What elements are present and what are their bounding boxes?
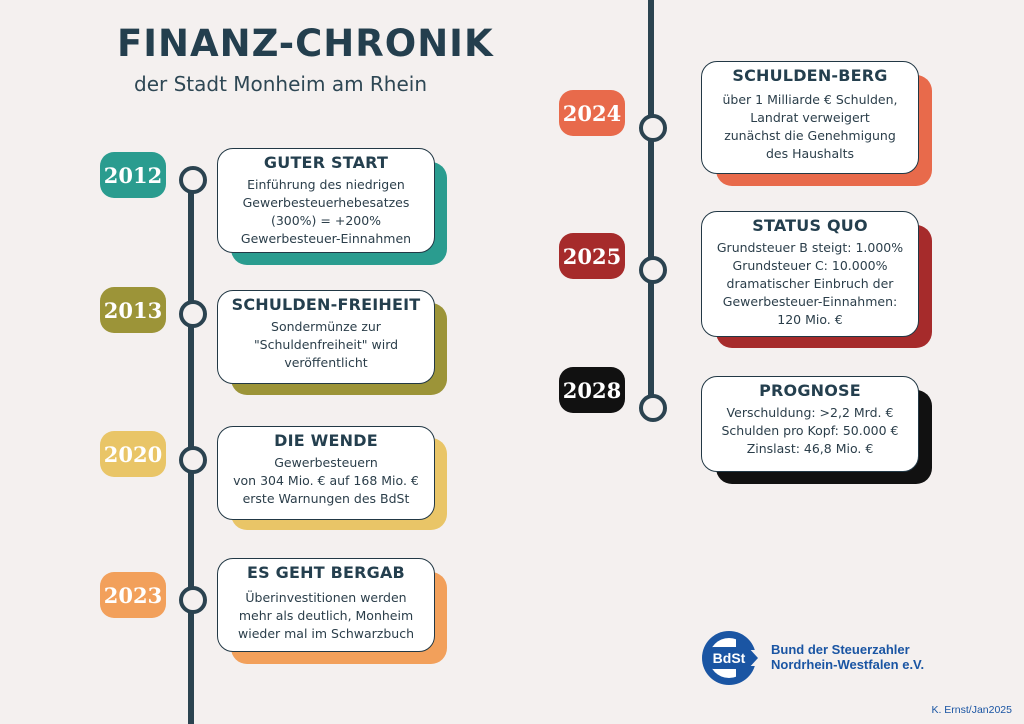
event-text-line: mehr als deutlich, Monheim xyxy=(238,608,414,623)
event-text-line: Einführung des niedrigen xyxy=(247,177,405,192)
event-text-line: Gewerbesteuer-Einnahmen xyxy=(240,231,412,246)
event-title: SCHULDEN-BERG xyxy=(732,66,888,85)
event-text-line: veröffentlicht xyxy=(284,355,368,370)
year-badge: 2024 xyxy=(559,90,625,136)
event-card xyxy=(701,376,919,472)
event-title: PROGNOSE xyxy=(759,381,861,400)
event-title: GUTER START xyxy=(263,153,389,172)
logo-mark-text: BdSt xyxy=(712,650,746,666)
event-text-line: Gewerbesteuerhebesatzes xyxy=(242,195,410,210)
event-text-line: Verschuldung: >2,2 Mrd. € xyxy=(726,405,894,420)
year-badge: 2028 xyxy=(559,367,625,413)
event-text-line: über 1 Milliarde € Schulden, xyxy=(722,92,898,107)
timeline-node xyxy=(639,256,667,284)
org-name-line1: Bund der Steuerzahler xyxy=(771,642,910,657)
page-subtitle: der Stadt Monheim am Rhein xyxy=(134,72,428,96)
timeline-node xyxy=(639,394,667,422)
event-text-line: Überinvestitionen werden xyxy=(245,590,407,605)
event-title: DIE WENDE xyxy=(274,431,378,450)
event-text-line: von 304 Mio. € auf 168 Mio. € xyxy=(233,473,419,488)
year-badge: 2023 xyxy=(100,572,166,618)
bdst-logo xyxy=(700,628,760,688)
event-title: SCHULDEN-FREIHEIT xyxy=(231,295,421,314)
event-text-line: Grundsteuer C: 10.000% xyxy=(732,258,888,273)
year-badge: 2012 xyxy=(100,152,166,198)
event-text-line: Gewerbesteuern xyxy=(274,455,378,470)
event-card xyxy=(217,558,435,652)
year-badge: 2025 xyxy=(559,233,625,279)
timeline-node xyxy=(179,586,207,614)
event-card xyxy=(701,61,919,174)
event-text-line: Schulden pro Kopf: 50.000 € xyxy=(721,423,899,438)
timeline-line-right xyxy=(648,0,654,405)
event-title: STATUS QUO xyxy=(752,216,868,235)
event-text-line: Gewerbesteuer-Einnahmen: xyxy=(722,294,898,309)
event-text-line: des Haushalts xyxy=(765,146,855,161)
timeline-node xyxy=(179,300,207,328)
event-text-line: Sondermünze zur xyxy=(271,319,381,334)
org-name-line2: Nordrhein-Westfalen e.V. xyxy=(771,657,925,672)
org-name xyxy=(771,642,924,672)
event-text-line: Grundsteuer B steigt: 1.000% xyxy=(716,240,904,255)
event-text-line: Landrat verweigert xyxy=(750,110,870,125)
event-card xyxy=(217,290,435,384)
event-text-line: dramatischer Einbruch der xyxy=(726,276,894,291)
page-title: FINANZ-CHRONIK xyxy=(117,22,494,65)
timeline-node xyxy=(639,114,667,142)
event-title: ES GEHT BERGAB xyxy=(247,563,405,582)
event-card xyxy=(217,148,435,253)
year-badge: 2013 xyxy=(100,287,166,333)
timeline-node xyxy=(179,166,207,194)
event-text-line: zunächst die Genehmigung xyxy=(724,128,896,143)
author-credit: K. Ernst/Jan2025 xyxy=(931,704,1012,716)
event-text-line: "Schuldenfreiheit" wird xyxy=(253,337,399,352)
event-card xyxy=(701,211,919,337)
event-text-line: 120 Mio. € xyxy=(777,312,843,327)
event-card xyxy=(217,426,435,520)
year-badge: 2020 xyxy=(100,431,166,477)
timeline-node xyxy=(179,446,207,474)
event-text-line: wieder mal im Schwarzbuch xyxy=(238,626,414,641)
event-text-line: (300%) = +200% xyxy=(270,213,382,228)
event-text-line: Zinslast: 46,8 Mio. € xyxy=(746,441,874,456)
event-text-line: erste Warnungen des BdSt xyxy=(242,491,410,506)
